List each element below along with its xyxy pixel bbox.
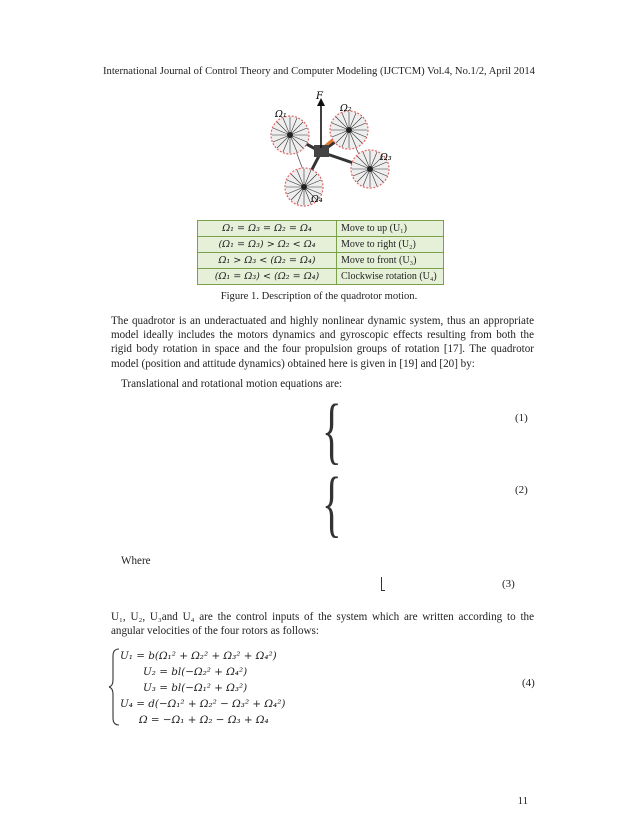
motion-table [197,220,444,285]
motion-description: Move to front (U₃) [337,253,444,269]
equation-number-4: (4) [522,677,535,689]
table-row [198,269,444,285]
where-label: Where [121,555,151,567]
motion-description: Move to right (U₂) [337,237,444,253]
equation-number-2: (2) [515,484,528,496]
equation-number-1: (1) [515,412,528,424]
equation-number-3: (3) [502,578,515,590]
rotor-2 [330,111,368,149]
journal-header: International Journal of Control Theory and Computer Modeling (IJCTCM) Vol.4, No.1/2, April 2014 [103,66,535,77]
quadrotor-figure [246,90,396,220]
motion-condition: (Ω₁ = Ω₃) > Ω₂ < Ω₄ [198,237,337,253]
motion-condition: Ω₁ = Ω₃ = Ω₂ = Ω₄ [198,221,337,237]
table-row [198,237,444,253]
equation-u3: U₃ = bl(−Ω₁² + Ω₃²) [143,682,248,694]
control-inputs-paragraph: U₁, U₂, U₃and U₄ are the control inputs of the system which are written according to the angular velocities of the four rotors as follows: [111,611,534,638]
motion-description: Clockwise rotation (U₄) [337,269,444,285]
motion-condition: Ω₁ > Ω₃ < (Ω₂ = Ω₄) [198,253,337,269]
equation-3-bracket [381,577,382,591]
equation-u4: U₄ = d(−Ω₁² + Ω₂² − Ω₃² + Ω₄²) [120,698,286,710]
motion-description: Move to up (U₁) [337,221,444,237]
omega1-label: Ω₁ [275,109,287,120]
motion-condition: (Ω₁ = Ω₃) < (Ω₂ = Ω₄) [198,269,337,285]
equation-omega: Ω = −Ω₁ + Ω₂ − Ω₃ + Ω₄ [139,714,269,726]
equation-1-brace: { [322,390,342,472]
equation-2-brace: { [322,463,342,545]
page-number: 11 [517,796,528,807]
figure-caption: Figure 1. Description of the quadrotor motion. [220,291,418,302]
body-paragraph: The quadrotor is an underactuated and highly nonlinear dynamic system, thus an appropriate model ideally includes the motors dynamics and gyroscopic effects resulting from both the rigid body rotation in space and the four propulsion groups of rotation [17]. The quadrotor model (position and attitude dynamics) obtained here is given in [19] and [20] by: [111,315,534,370]
table-row [198,221,444,237]
omega3-label: Ω₃ [380,152,392,163]
equation-u2: U₂ = bl(−Ω₂² + Ω₄²) [143,666,248,678]
force-label: F [316,91,323,102]
table-row [198,253,444,269]
rotor-1 [271,116,309,154]
motion-equations-intro: Translational and rotational motion equations are: [121,378,343,390]
equation-3-bracket-foot [381,590,385,591]
omega4-label: Ω₄ [311,194,323,205]
equation-u1: U₁ = b(Ω₁² + Ω₂² + Ω₃² + Ω₄²) [120,650,277,662]
omega2-label: Ω₂ [340,103,352,114]
